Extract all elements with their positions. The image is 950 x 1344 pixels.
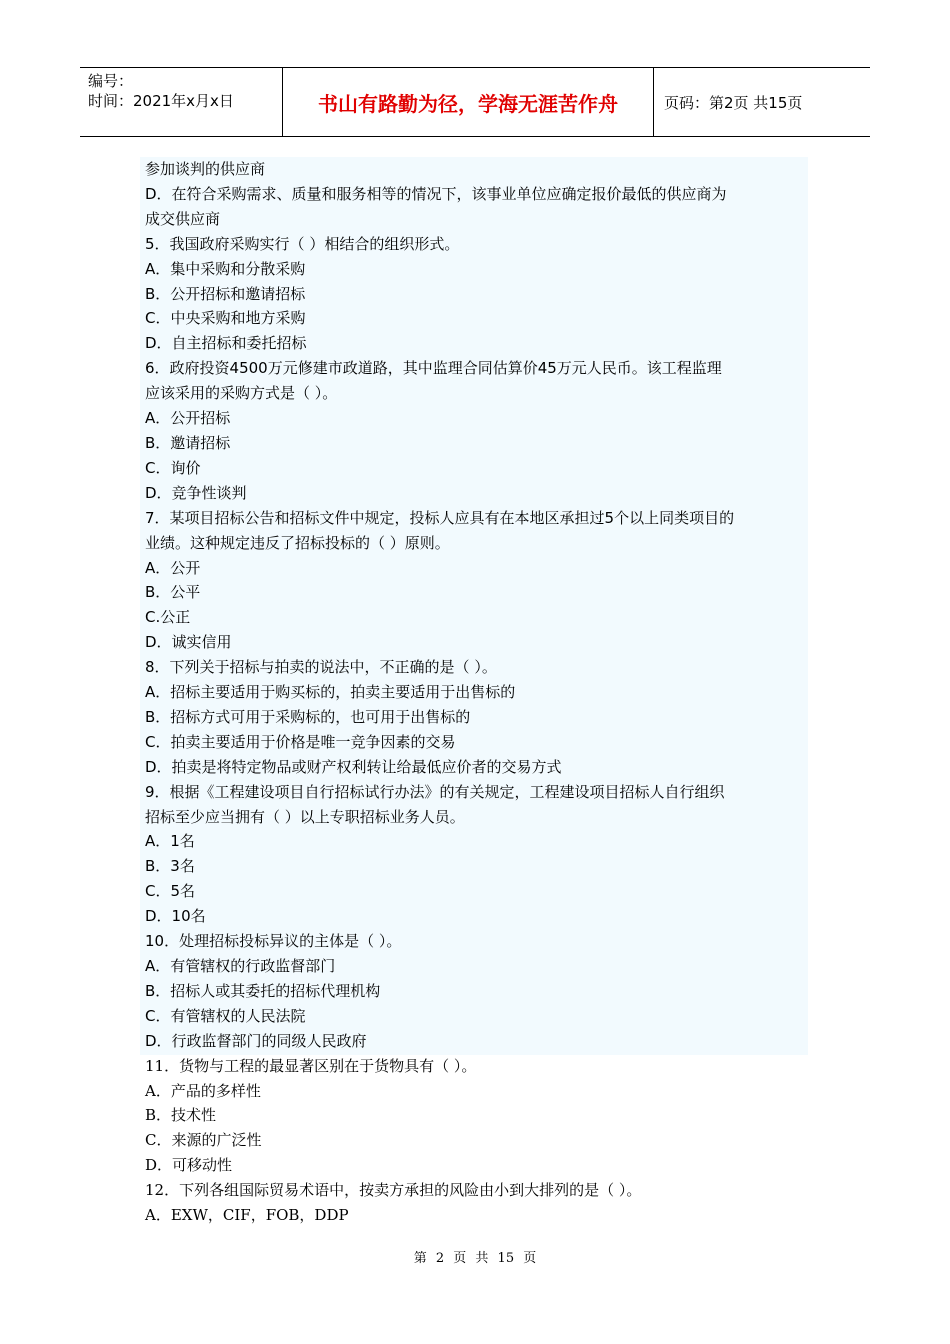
header-motto: 书山有路勤为径，学海无涯苦作舟 [282,68,654,136]
header-meta [80,68,282,136]
text-line: D．竞争性谈判 [145,483,247,502]
text-line: 6．政府投资4500万元修建市政道路，其中监理合同估算价45万元人民币。该工程监理 [145,359,722,378]
text-line: D．诚实信用 [145,633,232,652]
text-line: C．拍卖主要适用于价格是唯一竞争因素的交易 [145,732,456,751]
text-line: 11．货物与工程的最显著区别在于货物具有（ ）。 [145,1056,477,1075]
text-line: 7．某项目招标公告和招标文件中规定，投标人应具有在本地区承担过5个以上同类项目的 [145,508,735,527]
text-line: D．可移动性 [145,1156,233,1175]
text-line: C.公正 [145,608,191,627]
text-line: D．自主招标和委托招标 [145,334,307,353]
page-header [80,67,870,137]
text-line: C．来源的广泛性 [145,1131,262,1150]
document-time: 时间：2021年x月x日 [88,92,234,110]
text-line: A．招标主要适用于购买标的，拍卖主要适用于出售标的 [145,683,516,702]
text-line: B．邀请招标 [145,433,231,452]
text-line: D．拍卖是将特定物品或财产权利转让给最低应价者的交易方式 [145,757,562,776]
text-line: 10．处理招标投标异议的主体是（ ）。 [145,932,402,951]
text-line: D．行政监督部门的同级人民政府 [145,1031,367,1050]
text-line: C．5名 [145,882,196,901]
text-line: A．有管辖权的行政监督部门 [145,957,336,975]
text-line: B．3名 [145,857,195,876]
text-line: 参加谈判的供应商 [145,160,266,178]
text-line: A．公开招标 [145,409,231,428]
text-line: 业绩。这种规定违反了招标投标的（ ）原则。 [145,533,450,552]
text-line: A．EXW，CIF，FOB，DDP [145,1206,349,1225]
text-line: 9．根据《工程建设项目自行招标试行办法》的有关规定，工程建设项目招标人自行组织 [145,782,725,801]
text-line: 5．我国政府采购实行（ ）相结合的组织形式。 [145,234,460,253]
text-line: B．招标人或其委托的招标代理机构 [145,981,381,1000]
text-line: 8．下列关于招标与拍卖的说法中，不正确的是（ ）。 [145,658,497,677]
text-line: C．中央采购和地方采购 [145,309,306,328]
text-line: 招标至少应当拥有（ ）以上专职招标业务人员。 [145,807,465,826]
text-line: A．集中采购和分散采购 [145,259,306,278]
text-line: 12．下列各组国际贸易术语中，按卖方承担的风险由小到大排列的是（ ）。 [145,1181,642,1200]
text-line: 成交供应商 [145,209,221,228]
document-body [145,157,813,1228]
text-line: A．公开 [145,558,201,577]
header-page-info: 页码：第2页 共15页 [664,93,803,112]
document-number-label: 编号： [88,72,134,90]
text-line: A．产品的多样性 [145,1081,261,1100]
text-line: 应该采用的采购方式是（ ）。 [145,384,338,403]
text-line: D．10名 [145,907,206,926]
text-line: D．在符合采购需求、质量和服务相等的情况下，该事业单位应确定报价最低的供应商为 [145,184,727,203]
text-line: B．技术性 [145,1106,217,1125]
text-line: C．询价 [145,458,201,477]
text-line: B．招标方式可用于采购标的，也可用于出售标的 [145,707,471,726]
text-line: A．1名 [145,832,195,851]
text-line: C．有管辖权的人民法院 [145,1006,306,1025]
page-footer: 第 2 页 共 15 页 [413,1251,537,1266]
text-line: B．公平 [145,583,201,602]
text-line: B．公开招标和邀请招标 [145,284,306,303]
